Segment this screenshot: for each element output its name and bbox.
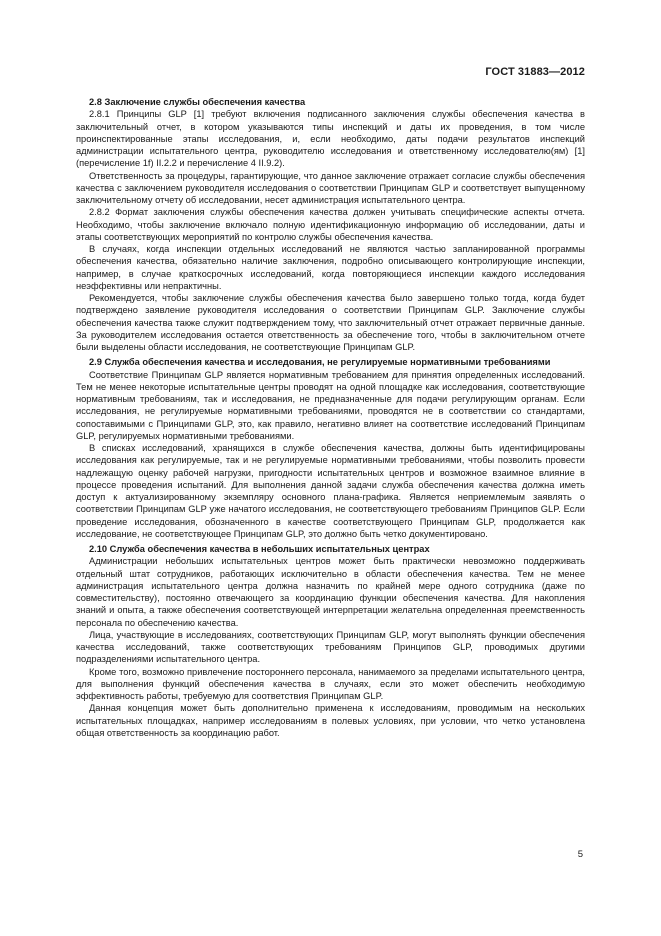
paragraph: Ответственность за процедуры, гарантирующие, что данное заключение отражает согласие службы обеспечения качества с заключением руководителя исследования о соответствии Принципам GLP и соответствует выпущенному заключительному отчету об исследовании, несет администрация испытательного центра. xyxy=(76,170,585,205)
paragraph: Кроме того, возможно привлечение постороннего персонала, нанимаемого за пределами испытательного центра, для выполнения функций обеспечения качества в случаях, если это может обеспечить необходимую эффективность работы, требуемую для соответствия Принципам GLP. xyxy=(76,666,585,701)
paragraph: 2.8.1 Принципы GLP [1] требуют включения подписанного заключения службы обеспечения качества в заключительный отчет, в котором указываются типы инспекций и даты их проведения, в том числе проинспектированные этапы исследования, и, если необходимо, даты подачи результатов инспекций администрации испытательного центра, руководителю исследования и ответственному исследователю(ям) [1] (перечисление 1f) II.2.2 и перечисление 4 II.9.2). xyxy=(76,109,585,169)
paragraph: Рекомендуется, чтобы заключение службы обеспечения качества было завершено только тогда, когда будет подтверждено заявление руководителя исследования о соответствии Принципам GLP. Заключение службы обеспечения качества также служит подтверждением тому, что заключительный отчет отражает первичные данные. За руководителем исследования остается ответственность за обеспечение того, чтобы в заключительном отчете были выделены области исследования, не соответствующие Принципам GLP. xyxy=(76,293,585,352)
paragraph: В списках исследований, хранящихся в службе обеспечения качества, должны быть идентифицированы исследования как регулируемые, так и не регулируемые нормативными требованиями, чтобы позволить провести надлежащую оценку рабочей нагрузки, пригодности испытательных центров и возможное взаимное влияние в процессе проведения испытаний. Для выполнения данной задачи служба обеспечения качества должна иметь доступ к актуализированному экземпляру основного плана-графика. Является неприемлемым заявлять о соответствии Принципам GLP уже начатого исследования, не соответствующего требованиям Принципов GLP. Если проведение исследования, обозначенного в качестве соответствующего Принципам GLP, продолжается как исследование, не соответствующее Принципам GLP, это должно быть четко документировано. xyxy=(76,443,585,539)
paragraph: В случаях, когда инспекции отдельных исследований не являются частью запланированной программы обеспечения качества, обязательно наличие заключения, подробно описывающего контролирующие инспекции, например, в случае краткосрочных исследований, когда повторяющиеся инспекции каждого исследования неэффективны или непрактичны. xyxy=(76,244,585,291)
paragraph: Данная концепция может быть дополнительно применена к исследованиям, проводимым на нескольких испытательных площадках, например исследованиям в полевых условиях, при условии, что четко установлена общая ответственность за координацию работ. xyxy=(76,703,585,738)
standard-designation: ГОСТ 31883—2012 xyxy=(485,66,585,78)
paragraph: 2.8.2 Формат заключения службы обеспечения качества должен учитывать специфические аспекты отчета. Необходимо, чтобы заключение включало полную идентификационную информацию об исследовании, даты и этапы соответствующих мероприятий по контролю службы обеспечения качества. xyxy=(76,207,585,242)
document-body xyxy=(76,96,585,739)
paragraph: Соответствие Принципам GLP является нормативным требованием для принятия определенных исследований. Тем не менее некоторые испытательные центры проводят на одной площадке как исследования, соответствующие нормативным требованиям, так и исследования, не предназначенные для подачи регулирующим органам. Если исследования, не регулируемые нормативными требованиями, проводятся не в соответствии со стандартами, сопоставимыми с Принципами GLP, это, как правило, негативно влияет на соответствие исследований Принципам GLP, регулируемых нормативными требованиями. xyxy=(76,369,585,441)
section-heading-2-9: 2.9 Служба обеспечения качества и исследования, не регулируемые нормативными требованиями xyxy=(89,357,551,368)
paragraph: Лица, участвующие в исследованиях, соответствующих Принципам GLP, могут выполнять функции обеспечения качества исследований, также соответствующих требованиям Принципов GLP, проводимых другими подразделениями испытательного центра. xyxy=(76,629,585,665)
section-heading-2-8: 2.8 Заключение службы обеспечения качества xyxy=(89,97,306,107)
section-heading-2-10: 2.10 Служба обеспечения качества в небольших испытательных центрах xyxy=(89,544,430,554)
page-number: 5 xyxy=(577,849,583,860)
paragraph: Администрации небольших испытательных центров может быть практически невозможно поддерживать отдельный штат сотрудников, работающих исключительно в области обеспечения качества. Тем не менее администрация испытательного центра должна назначить по крайней мере одного сотрудника (даже по совместительству), постоянно отвечающего за координацию функции обеспечения качества. Для накопления знаний и опыта, а также обеспечения соответствующей интерпретации желательна определенная преемственность персонала по обеспечению качества. xyxy=(76,556,585,628)
